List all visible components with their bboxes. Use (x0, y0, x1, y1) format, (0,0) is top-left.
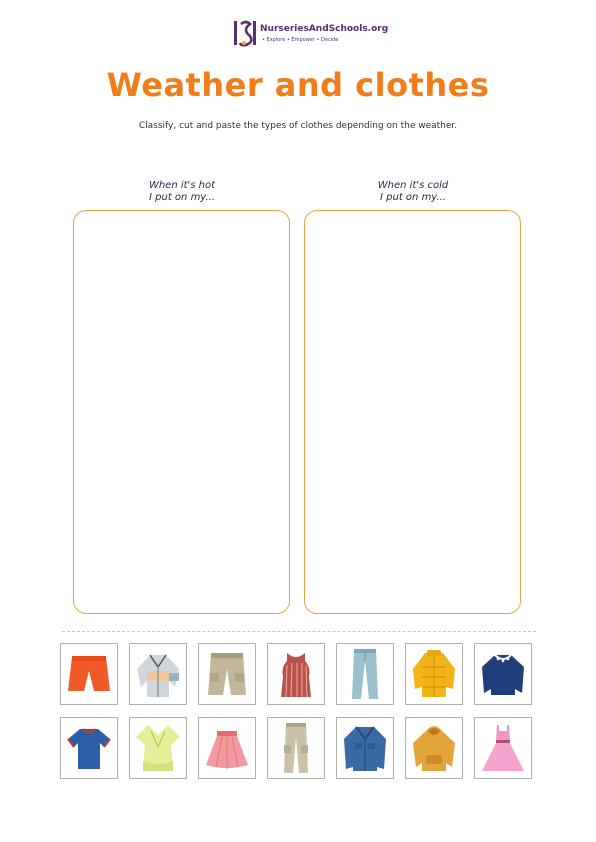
puffer-jacket-icon (409, 647, 459, 701)
site-logo (232, 18, 389, 50)
cold-clothes-box[interactable] (304, 210, 521, 614)
dress-icon (478, 721, 528, 775)
hoodie-icon (409, 721, 459, 775)
clothing-card[interactable] (60, 643, 118, 705)
sweater-icon (478, 647, 528, 701)
cold-label-line2: I put on my... (380, 192, 446, 203)
page-title: Weather and clothes (106, 66, 490, 104)
hot-clothes-box[interactable] (73, 210, 290, 614)
hot-label-line1: When it's hot (148, 180, 216, 191)
cargo-shorts-icon (202, 647, 252, 701)
clothing-card[interactable] (474, 717, 532, 779)
trousers-icon (271, 721, 321, 775)
clothing-card[interactable] (405, 717, 463, 779)
jeans-icon (340, 647, 390, 701)
clothing-card[interactable] (129, 643, 187, 705)
cold-label-line1: When it's cold (377, 180, 449, 191)
cut-line (62, 631, 536, 632)
denim-jacket-icon (340, 721, 390, 775)
logo-name: NurseriesAndSchools.org (260, 24, 389, 34)
clothing-card[interactable] (336, 643, 394, 705)
clothing-card[interactable] (267, 643, 325, 705)
clothing-card[interactable] (198, 717, 256, 779)
hot-label-line2: I put on my... (149, 192, 215, 203)
clothing-card[interactable] (405, 643, 463, 705)
clothing-card[interactable] (198, 643, 256, 705)
skirt-icon (202, 721, 252, 775)
clothing-card[interactable] (336, 717, 394, 779)
logo-tagline: • Explore • Empower • Decide (262, 37, 339, 43)
cold-column-label (328, 180, 498, 204)
hot-column-label (97, 180, 267, 204)
t-shirt-icon (64, 721, 114, 775)
logo-mark-icon (232, 18, 258, 48)
clothing-card[interactable] (60, 717, 118, 779)
blouse-icon (133, 721, 183, 775)
instructions: Classify, cut and paste the types of clothes depending on the weather. (138, 121, 458, 131)
clothing-card[interactable] (474, 643, 532, 705)
clothing-card[interactable] (267, 717, 325, 779)
tank-top-icon (271, 647, 321, 701)
windbreaker-jacket-icon (133, 647, 183, 701)
shorts-icon (64, 647, 114, 701)
clothing-card[interactable] (129, 717, 187, 779)
